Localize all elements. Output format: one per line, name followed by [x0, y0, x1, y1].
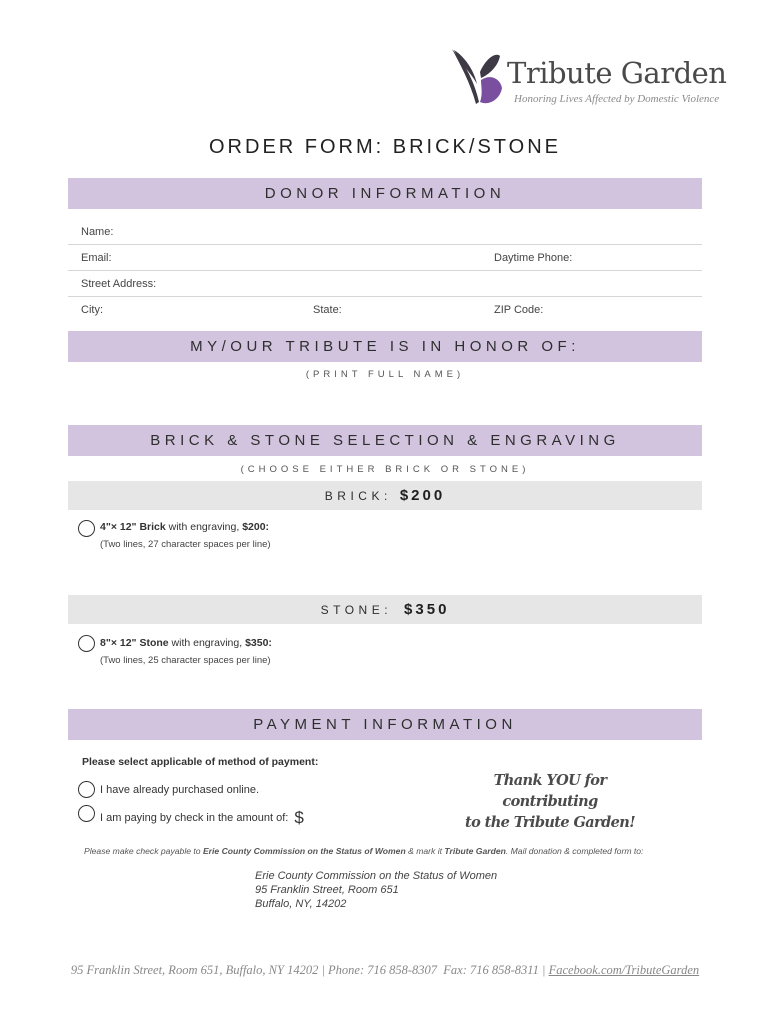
- email-phone-row: [68, 244, 702, 271]
- check-amount-field[interactable]: $: [294, 808, 304, 827]
- stone-engraving-text: with engraving,: [168, 637, 246, 649]
- pay-by-check-label: [100, 806, 304, 826]
- brick-option-label: [100, 521, 269, 533]
- payment-header: [68, 709, 702, 740]
- pay-by-check-text: I am paying by check in the amount of:: [100, 812, 289, 824]
- paid-online-radio[interactable]: [78, 781, 95, 798]
- thank-you-line-1: Thank YOU for contributing: [493, 772, 607, 810]
- stone-label: STONE:: [320, 602, 393, 617]
- check-note-part-1: Please make check payable to: [84, 846, 203, 856]
- donor-information-header: [68, 178, 702, 209]
- brick-label: BRICK:: [324, 488, 392, 503]
- print-full-name-caption: (PRINT FULL NAME): [305, 369, 465, 380]
- zip-code-field[interactable]: ZIP Code:: [494, 304, 544, 316]
- stone-price: $350: [404, 601, 450, 618]
- city-field[interactable]: City:: [81, 304, 103, 316]
- choose-caption: (CHOOSE EITHER BRICK OR STONE): [240, 464, 530, 475]
- tribute-garden-logo: [450, 44, 727, 114]
- address-line-1: Erie County Commission on the Status of Women: [255, 870, 498, 882]
- daytime-phone-field[interactable]: Daytime Phone:: [494, 252, 573, 264]
- form-title: ORDER FORM: BRICK/STONE: [209, 136, 561, 158]
- stone-header: [68, 595, 702, 624]
- butterfly-icon: [450, 44, 506, 114]
- check-instructions: [84, 846, 643, 856]
- footer-fax: Fax: 716 858-8311: [443, 963, 539, 977]
- stone-option-label: [100, 637, 272, 649]
- city-state-zip-row: [68, 296, 702, 322]
- name-field[interactable]: Name:: [81, 226, 114, 238]
- payment-prompt: Please select applicable of method of payment:: [82, 756, 319, 768]
- mailing-address: [255, 869, 497, 911]
- honor-heading: MY/OUR TRIBUTE IS IN HONOR OF:: [190, 338, 580, 355]
- brick-option-radio[interactable]: [78, 520, 95, 537]
- brick-size: 4"× 12" Brick: [100, 521, 166, 533]
- honor-header: [68, 331, 702, 362]
- email-field[interactable]: Email:: [81, 252, 112, 264]
- street-address-row: [68, 270, 702, 297]
- stone-size: 8"× 12" Stone: [100, 637, 169, 649]
- check-note-org: Erie County Commission on the Status of Women: [202, 846, 406, 856]
- brick-header: [68, 481, 702, 510]
- footer-separator: |: [538, 963, 549, 977]
- footer: [0, 963, 770, 978]
- check-note-mark: Tribute Garden: [444, 846, 506, 856]
- brick-engraving-text: with engraving,: [165, 521, 243, 533]
- logo-title: Tribute Garden: [507, 56, 727, 90]
- logo-tagline: Honoring Lives Affected by Domestic Violence: [514, 93, 720, 105]
- brick-option-note: (Two lines, 27 character spaces per line): [100, 539, 271, 550]
- pay-by-check-radio[interactable]: [78, 805, 95, 822]
- address-line-3: Buffalo, NY, 14202: [255, 898, 347, 910]
- brick-price: $200: [399, 487, 446, 504]
- footer-separator: |: [318, 963, 329, 977]
- state-field[interactable]: State:: [313, 304, 342, 316]
- brick-option-price: $200:: [242, 521, 270, 533]
- payment-heading: PAYMENT INFORMATION: [253, 716, 517, 733]
- name-row: [68, 218, 702, 245]
- donor-information-heading: DONOR INFORMATION: [264, 185, 506, 202]
- footer-address: 95 Franklin Street, Room 651, Buffalo, NY 14202: [70, 963, 319, 977]
- selection-header: [68, 425, 702, 456]
- thank-you-line-2: to the Tribute Garden!: [465, 814, 635, 831]
- footer-phone: Phone: 716 858-8307: [328, 963, 438, 977]
- street-address-field[interactable]: Street Address:: [81, 278, 157, 290]
- stone-option-note: (Two lines, 25 character spaces per line): [100, 655, 271, 666]
- address-line-2: 95 Franklin Street, Room 651: [255, 884, 399, 896]
- selection-heading: BRICK & STONE SELECTION & ENGRAVING: [150, 432, 620, 449]
- stone-option-price: $350:: [245, 637, 272, 649]
- check-note-part-2: & mark it: [405, 846, 445, 856]
- paid-online-label: I have already purchased online.: [100, 784, 259, 796]
- check-note-part-3: . Mail donation & completed form to:: [505, 846, 644, 856]
- thank-you-message: [452, 770, 648, 833]
- facebook-link[interactable]: Facebook.com/TributeGarden: [548, 963, 700, 977]
- stone-option-radio[interactable]: [78, 635, 95, 652]
